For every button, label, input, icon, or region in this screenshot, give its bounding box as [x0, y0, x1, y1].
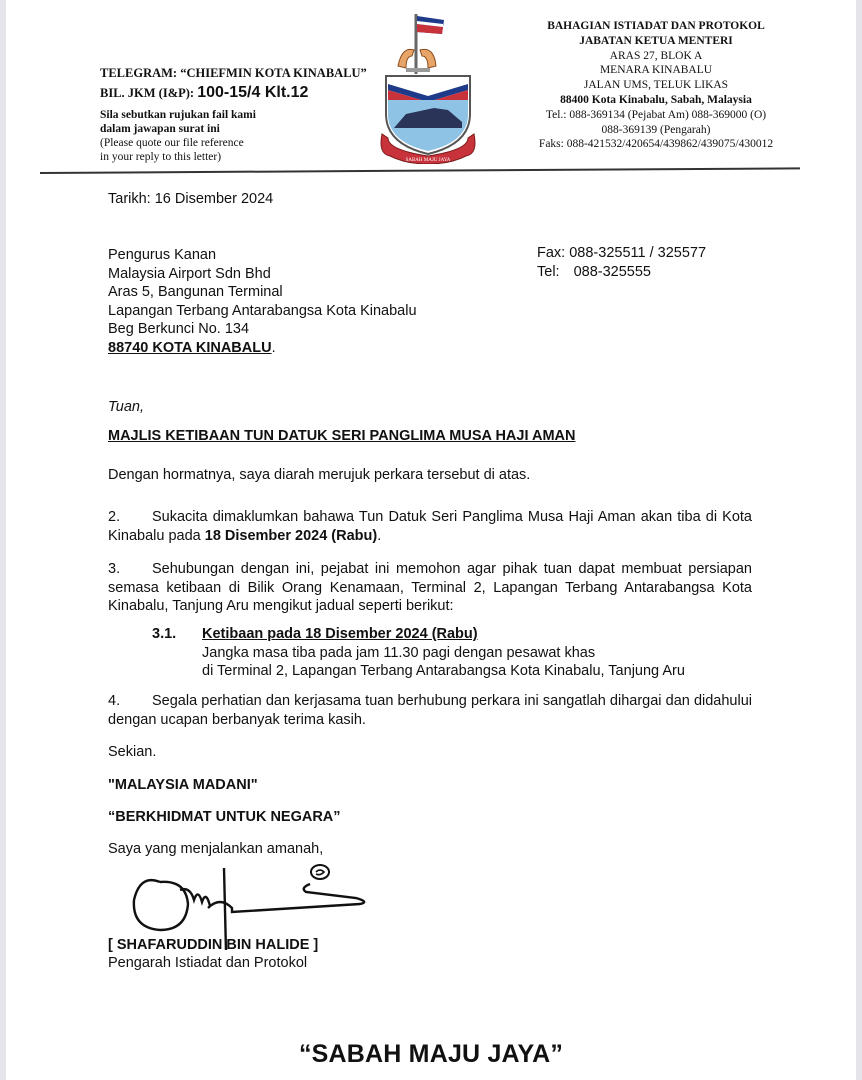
paragraph-4-text: Segala perhatian dan kerjasama tuan berhubung perkara ini sangatlah dihargai dan didahului dengan ucapan berbanyak terima kasih. — [108, 693, 752, 728]
recipient-line: Aras 5, Bangunan Terminal — [108, 284, 283, 300]
paragraph-3-text: Sehubungan dengan ini, pejabat ini memohon agar pihak tuan dapat membuat persiapan semasa ketibaan di Bilik Orang Kenamaan, Terminal 2, Lapangan Terbang Antarabangsa Kota Kinabalu, Tanjung Aru mengikut jadual seperti berikut: — [108, 561, 752, 614]
signer-title: Pengarah Istiadat dan Protokol — [108, 955, 308, 971]
recipient-line: Beg Berkunci No. 134 — [108, 321, 250, 337]
paragraph-number: 3. — [108, 561, 121, 577]
slogan-berkhidmat: “BERKHIDMAT UNTUK NEGARA” — [108, 809, 341, 825]
crest-motto: SABAH MAJU JAYA — [405, 158, 451, 163]
recipient-postcode-line — [108, 339, 417, 358]
recipient-tel-line — [537, 263, 706, 282]
sabah-crest-logo — [376, 4, 486, 164]
item-3-1 — [152, 625, 685, 681]
recipient-tel: 088-325555 — [573, 263, 651, 280]
address-line: ARAS 27, BLOK A — [609, 49, 703, 62]
letterhead-right — [522, 19, 790, 152]
file-reference — [100, 84, 380, 102]
page-edge-left — [0, 0, 6, 1080]
recipient-tel-label: Tel: — [537, 263, 560, 280]
address-line: MENARA KINABALU — [599, 64, 713, 77]
quote-en-line: in your reply to this letter) — [100, 151, 222, 163]
item-line: di Terminal 2, Lapangan Terbang Antarabangsa Kota Kinabalu, Tanjung Aru — [202, 663, 685, 679]
recipient-contact — [537, 244, 706, 281]
file-reference-number: 100-15/4 Klt.12 — [197, 84, 309, 101]
letter-date: Tarikh: 16 Disember 2024 — [108, 191, 274, 207]
quote-ms-line: dalam jawapan surat ini — [100, 123, 220, 135]
recipient-fax: Fax: 088-325511 / 325577 — [537, 245, 707, 261]
telephone-line: 088-369139 (Pengarah) — [601, 123, 711, 136]
paragraph-2-end: . — [377, 527, 382, 544]
trust-line: Saya yang menjalankan amanah, — [108, 841, 324, 857]
address-line: JALAN UMS, TELUK LIKAS — [583, 79, 729, 92]
postcode-period: . — [271, 339, 276, 356]
telegram-line: TELEGRAM: “CHIEFMIN KOTA KINABALU” — [100, 66, 367, 80]
telephone-line: Tel.: 088-369134 (Pejabat Am) 088-369000 (O) — [545, 108, 767, 121]
item-number: 3.1. — [152, 626, 177, 642]
item-title: Ketibaan pada 18 Disember 2024 (Rabu) — [202, 626, 478, 642]
closing: Sekian. — [108, 744, 157, 760]
letterhead-left — [100, 66, 380, 164]
paragraph-1: Dengan hormatnya, saya diarah merujuk perkara tersebut di atas. — [108, 467, 531, 483]
department-name: BAHAGIAN ISTIADAT DAN PROTOKOL — [547, 20, 765, 32]
paragraph-2-text: Sukacita dimaklumkan bahawa Tun Datuk Seri Panglima Musa Haji Aman akan tiba di Kota Kinabalu pada — [108, 509, 752, 544]
recipient-line: Malaysia Airport Sdn Bhd — [108, 265, 271, 282]
page-edge-right — [856, 0, 862, 1080]
recipient-postcode: 88740 KOTA KINABALU — [108, 339, 272, 356]
paragraph-3 — [108, 560, 752, 616]
file-reference-label: BIL. JKM (I&P): — [100, 86, 195, 100]
ministry-name: JABATAN KETUA MENTERI — [579, 34, 733, 47]
item-line: Jangka masa tiba pada jam 11.30 pagi dengan pesawat khas — [202, 644, 596, 661]
paragraph-number: 4. — [108, 693, 121, 709]
header-divider — [40, 167, 800, 174]
paragraph-4 — [108, 692, 752, 729]
signer-name: [ SHAFARUDDIN BIN HALIDE ] — [108, 937, 319, 953]
recipient-line: Lapangan Terbang Antarabangsa Kota Kinabalu — [108, 302, 417, 319]
paragraph-number: 2. — [108, 509, 121, 525]
arrival-date: 18 Disember 2024 (Rabu) — [204, 527, 378, 544]
paragraph-2 — [108, 508, 752, 545]
footer-motto: “SABAH MAJU JAYA” — [298, 1040, 564, 1068]
recipient-address — [108, 246, 417, 357]
recipient-line: Pengurus Kanan — [108, 247, 217, 263]
salutation: Tuan, — [108, 399, 145, 415]
address-city: 88400 Kota Kinabalu, Sabah, Malaysia — [560, 93, 752, 106]
quote-ms-line: Sila sebutkan rujukan fail kami — [100, 109, 256, 121]
quote-en — [100, 136, 380, 164]
subject-heading: MAJLIS KETIBAAN TUN DATUK SERI PANGLIMA MUSA HAJI AMAN — [108, 428, 576, 444]
slogan-madani: "MALAYSIA MADANI" — [108, 777, 258, 793]
quote-ms — [100, 108, 380, 136]
quote-en-line: (Please quote our file reference — [100, 137, 244, 149]
fax-line: Faks: 088-421532/420654/439862/439075/430012 — [538, 138, 774, 151]
